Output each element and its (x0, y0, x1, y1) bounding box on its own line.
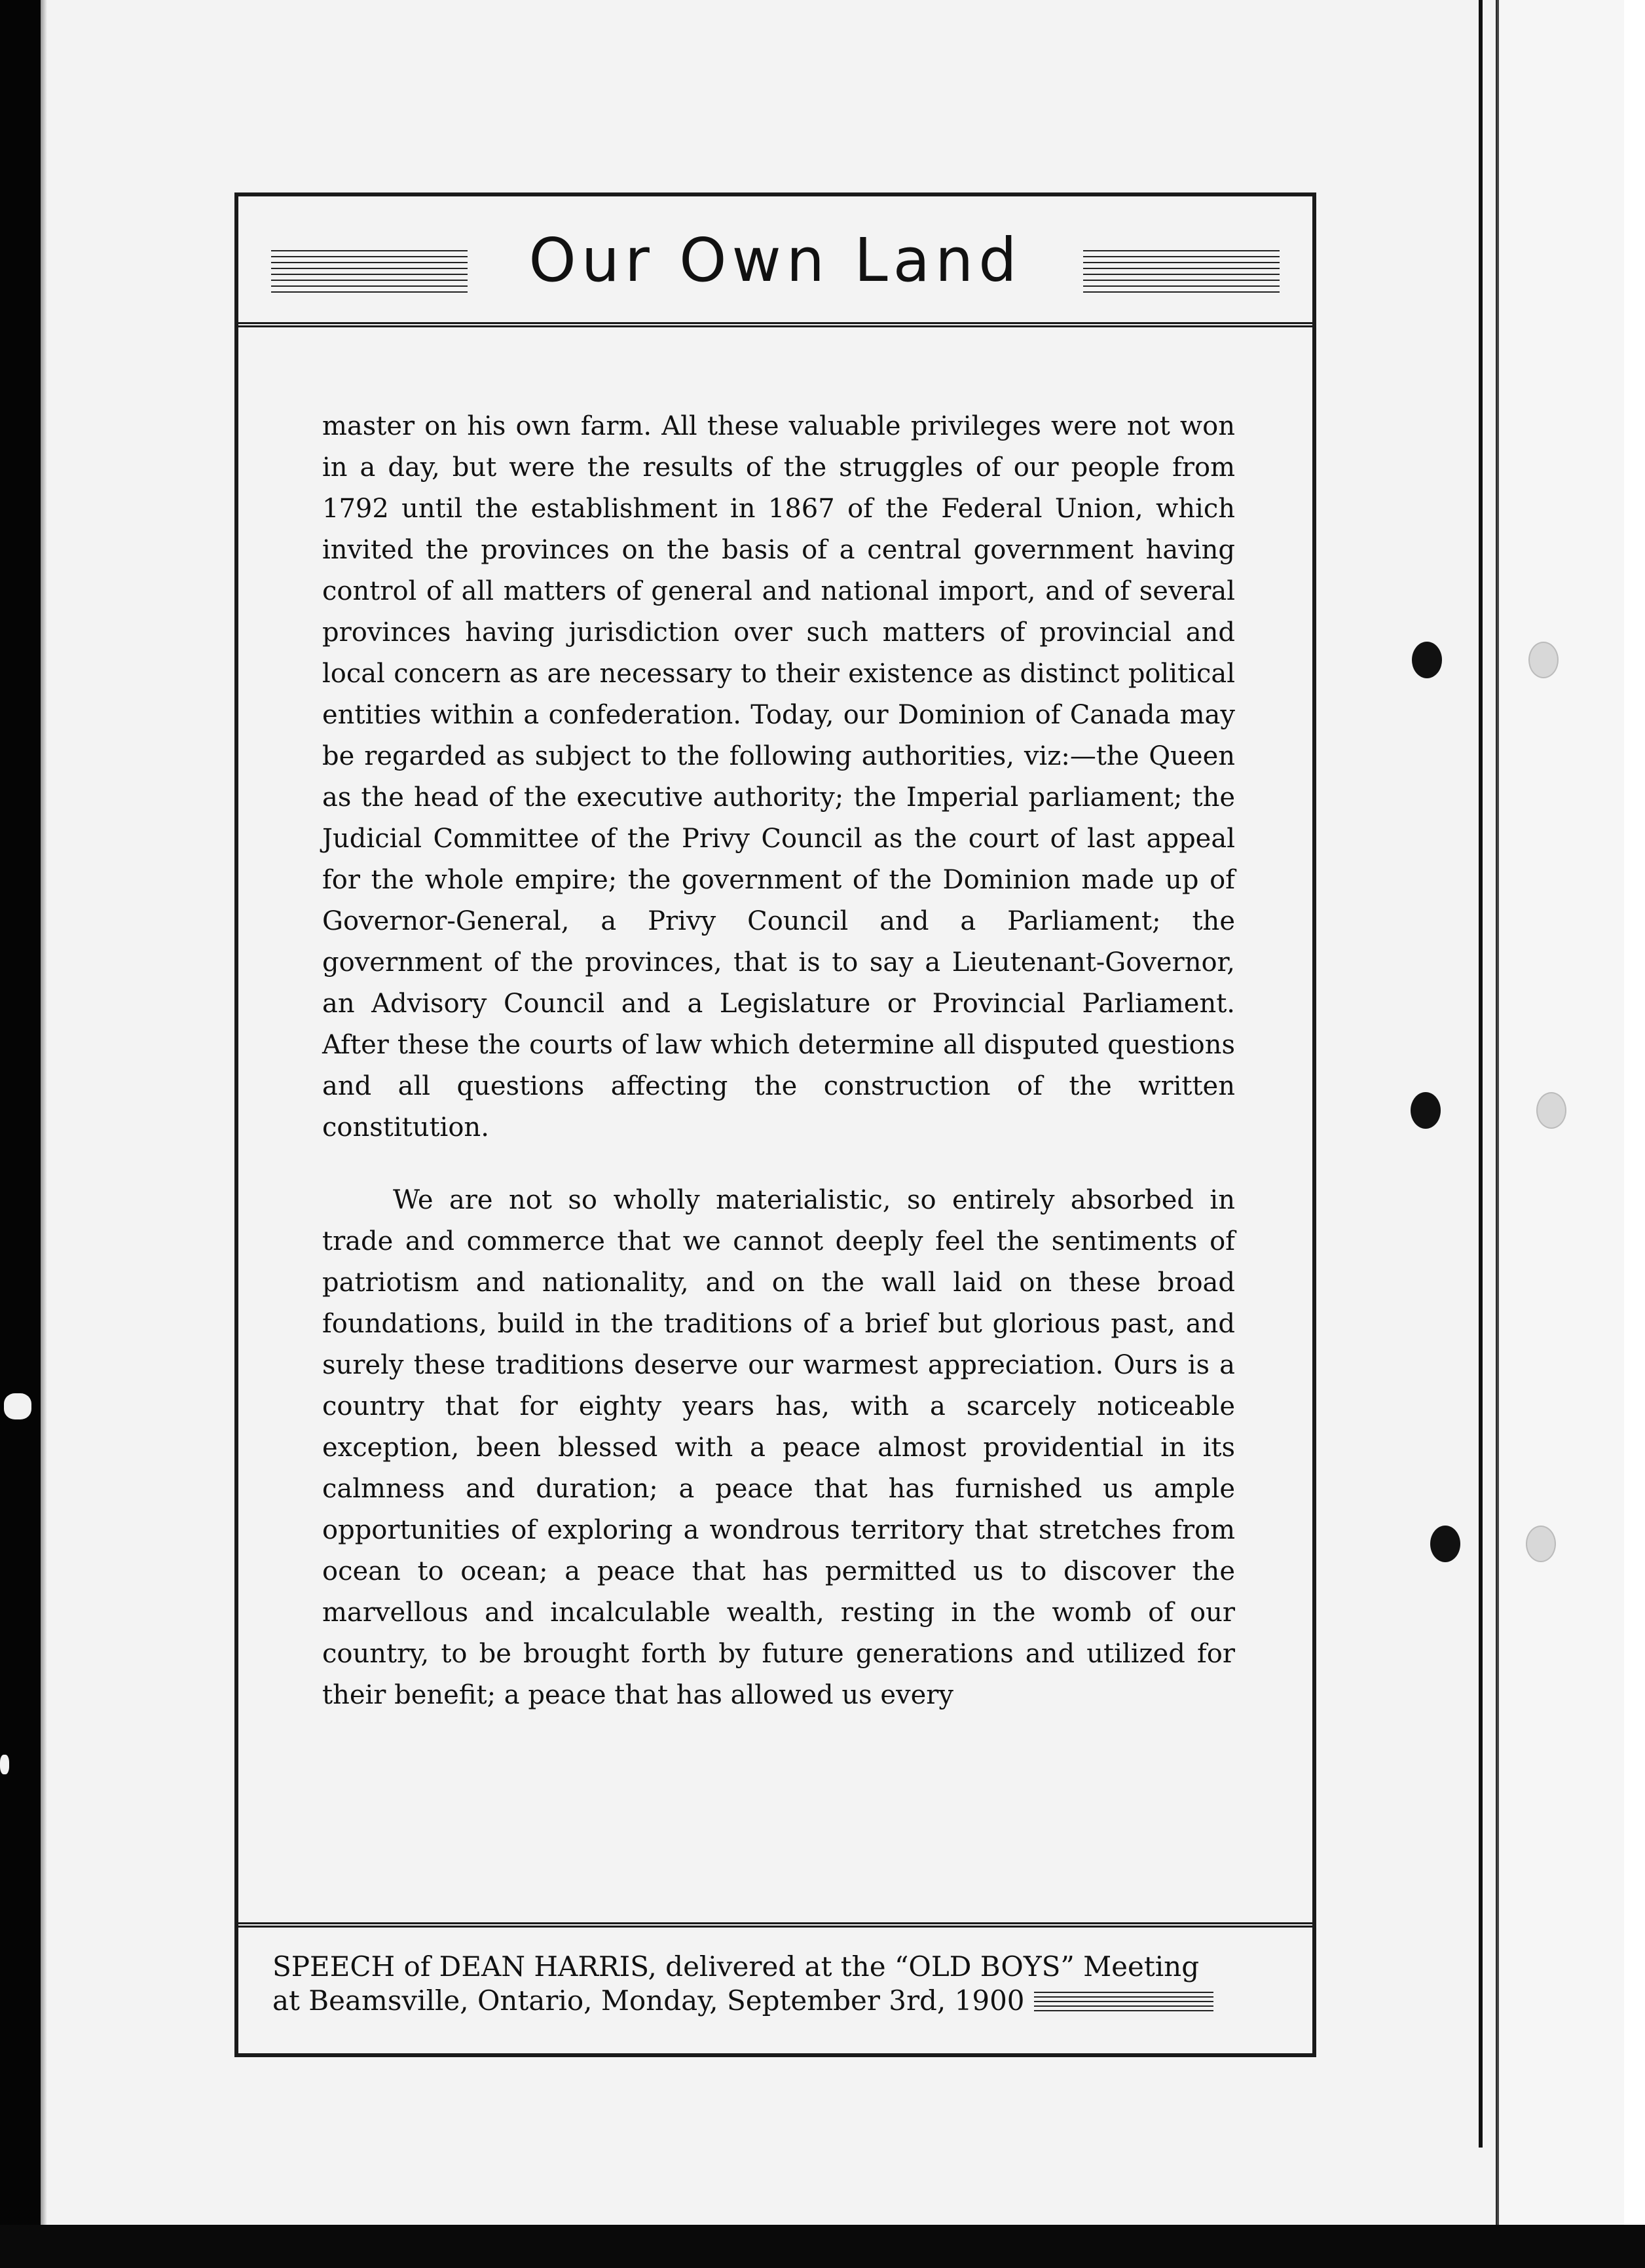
scanner-edge-left (0, 0, 41, 2268)
paragraph: master on his own farm. All these valuable privileges were not won in a day, but were the results of the struggles of our people from 1792 until the establishment in 1867 of the Federal Union, which invited the provinces on the basis of a central government having control of all matters of general and national import, and of several provinces having jurisdiction over such matters of provincial and local concern as are necessary to their existence as distinct political entities within a confederation. Today, our Dominion of Canada may be regarded as subject to the following authorities, viz:—the Queen as the head of the executive authority; the Imperial parliament; the Judicial Committee of the Privy Council as the court of last appeal for the whole empire; the government of the Dominion made up of Governor-General, a Privy Council and a Parliament; the government of the provinces, that is to say a Lieutenant-Governor, an Advisory Council and a Legislature or Provincial Parliament. After these the courts of law which determine all disputed questions and all questions affecting the construction of the written constitution. (322, 411, 1235, 1143)
footer-caption (238, 1922, 1312, 2053)
body-text (322, 406, 1235, 1747)
scan-speck (4, 1393, 31, 1419)
page-title: Our Own Land (514, 225, 1036, 295)
footer-line-2: at Beamsville, Ontario, Monday, September 3rd, 1900 (272, 1985, 1025, 2017)
punch-hole-light (1526, 1526, 1556, 1562)
punch-hole-light (1536, 1092, 1566, 1129)
punch-hole-dark (1412, 642, 1442, 678)
punch-hole-light (1528, 642, 1559, 678)
printed-frame (234, 192, 1316, 2057)
title-bar (238, 196, 1312, 327)
binding-line (1479, 0, 1483, 2148)
punch-hole-dark (1430, 1526, 1460, 1562)
binding-edge-line (1497, 0, 1499, 2225)
footer-line-1: SPEECH of DEAN HARRIS, delivered at the “OLD BOYS” Meeting (272, 1950, 1200, 1983)
scan-speck (0, 1755, 9, 1774)
scanner-edge-bottom (0, 2225, 1645, 2268)
footer-rule (1034, 1992, 1213, 2014)
paragraph: We are not so wholly materialistic, so entirely absorbed in trade and commerce that we cannot deeply feel the sentiments of patriotism and nationality, and on the wall laid on these broad foundations, build in the traditions of a brief but glorious past, and surely these traditions deserve our warmest appreciation. Ours is a country that for eighty years has, with a scarcely noticeable exception, been blessed with a peace almost providential in its calmness and duration; a peace that has furnished us ample opportunities of exploring a wondrous territory that stretches from ocean to ocean; a peace that has permitted us to discover the marvellous and incalculable wealth, resting in the womb of our country, to be brought forth by future generations and utilized for their benefit; a peace that has allowed us every (322, 1185, 1235, 1710)
punch-hole-dark (1411, 1092, 1441, 1129)
page-edge-shadow (41, 0, 47, 2225)
